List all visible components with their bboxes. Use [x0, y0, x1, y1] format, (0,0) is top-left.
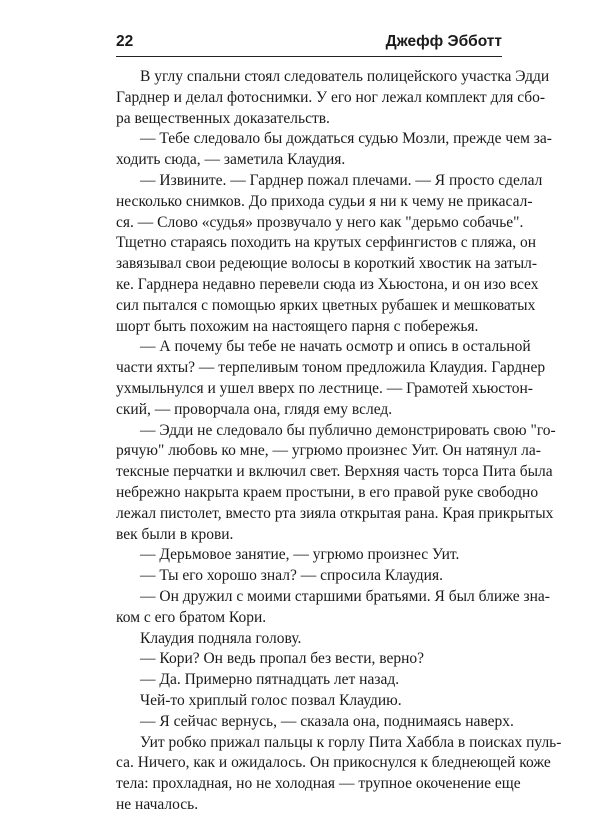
text-line: — Я сейчас вернусь, — сказала она, поднимаясь наверх.: [140, 712, 514, 730]
text-line: век были в крови.: [116, 525, 234, 543]
text-line: — Ты его хорошо знал? — спросила Клаудия.: [140, 567, 443, 585]
text-line: сил пытался с помощью ярких цветных рубашек и мешковатых: [116, 296, 536, 314]
paragraph: [116, 649, 502, 670]
text-line: тела: прохладная, но не холодная — трупное окоченение еще: [116, 775, 521, 793]
text-line: несколько снимков. До прихода судьи я ни к чему не прикасал-: [116, 192, 533, 210]
text-line: ком с его братом Кори.: [116, 608, 267, 626]
text-line: Уит робко прижал пальцы к горлу Пита Хаббла в поисках пуль-: [140, 733, 562, 751]
paragraph: [116, 712, 514, 733]
text-line: шорт быть похожим на настоящего парня с побережья.: [116, 317, 479, 335]
page-header: [116, 33, 502, 53]
text-line: не началось.: [116, 795, 199, 813]
text-line: ухмыльнулся и ушел вверх по лестнице. — Грамотей хьюстон-: [116, 379, 533, 397]
paragraph: [116, 337, 546, 420]
text-line: — Эдди не следовало бы публично демонстрировать свою "го-: [140, 421, 556, 439]
text-line: лежал пистолет, вместо рта зияла открытая рана. Края прикрытых: [116, 504, 554, 522]
header-rule: [116, 56, 502, 57]
text-line: части яхты? — терпеливым тоном предложила Клаудия. Гарднер: [116, 359, 546, 377]
text-line: ский, — проворчала она, глядя ему вслед.: [116, 400, 393, 418]
text-line: В углу спальни стоял следователь полицейского участка Эдди: [140, 68, 550, 85]
paragraph: [116, 733, 562, 816]
text-line: Клаудия подняла голову.: [140, 629, 302, 647]
text-line: ке. Гарднера недавно перевели сюда из Хьюстона, и он изо всех: [116, 275, 539, 293]
text-line: завязывал свои редеющие волосы в короткий хвостик на затыл-: [116, 255, 538, 273]
paragraph: [116, 421, 556, 546]
text-line: ся. — Слово «судья» прозвучало у него как "дерьмо собачье".: [116, 213, 524, 231]
text-line: са. Ничего, как и ожидалось. Он прикоснулся к бледнеющей коже: [116, 754, 551, 772]
text-line: — Да. Примерно пятнадцать лет назад.: [140, 671, 400, 689]
text-line: — Он дружил с моими старшими братьями. Я был ближе зна-: [140, 587, 550, 605]
text-line: — Извините. — Гарднер пожал плечами. — Я просто сделал: [140, 171, 543, 189]
page-number: 22: [116, 33, 134, 50]
paragraph: [116, 629, 502, 650]
text-line: Гарднер и делал фотоснимки. У его ног лежал комплект для сбо-: [116, 88, 546, 106]
text-line: Тщетно стараясь походить на крутых серфингистов с пляжа, он: [116, 234, 537, 252]
running-title: Джефф Эбботт: [385, 33, 502, 50]
text-line: — Тебе следовало бы дождаться судью Мозли, прежде чем за-: [140, 130, 552, 148]
paragraph: [116, 691, 502, 712]
text-line: тексные перчатки и включил свет. Верхняя часть торса Пита была: [116, 463, 553, 481]
paragraph: [116, 670, 502, 691]
paragraph: [116, 129, 552, 171]
paragraph: [116, 566, 502, 587]
text-line: — Кори? Он ведь пропал без вести, верно?: [140, 650, 425, 668]
text-line: рячую" любовь ко мне, — угрюмо произнес Уит. Он натянул ла-: [116, 442, 541, 460]
text-line: — Дерьмовое занятие, — угрюмо произнес Уит.: [140, 546, 460, 564]
paragraph: [116, 587, 550, 629]
paragraph: [116, 67, 550, 129]
text-line: ра вещественных доказательств.: [116, 109, 330, 127]
body-text: [116, 67, 562, 816]
text-line: небрежно накрыта краем простыни, в его правой руке свободно: [116, 483, 539, 501]
text-line: ходить сюда, — заметила Клаудия.: [116, 151, 346, 169]
paragraph: [116, 545, 502, 566]
text-line: — А почему бы тебе не начать осмотр и опись в остальной: [140, 338, 531, 356]
paragraph: [116, 171, 543, 337]
text-line: Чей-то хриплый голос позвал Клаудию.: [140, 691, 402, 709]
